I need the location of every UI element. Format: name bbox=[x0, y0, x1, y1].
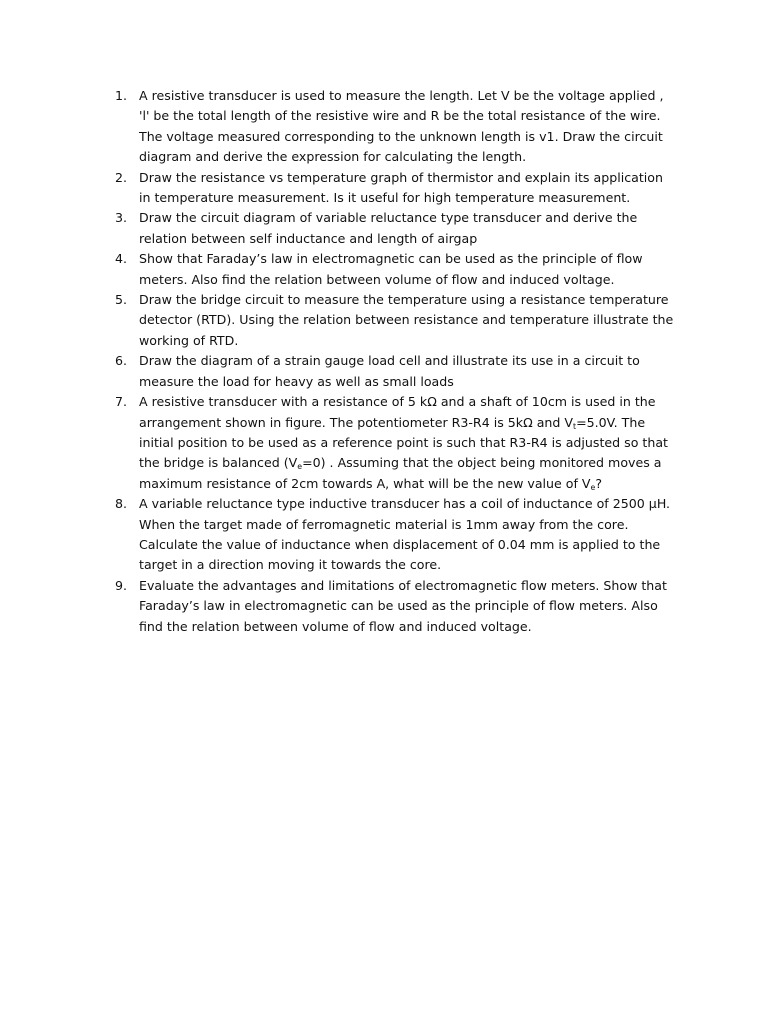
question-number: 2. bbox=[115, 169, 128, 185]
question-text-run: Show that Faraday’s law in electromagnetic can be used as the principle of flow meters. Also find the relation between volume of flow and induced voltage. bbox=[139, 251, 643, 287]
question-text-run: Draw the circuit diagram of variable reluctance type transducer and derive the relation between self inductance and length of airgap bbox=[139, 210, 638, 246]
question-item bbox=[110, 208, 676, 249]
question-number: 8. bbox=[115, 496, 128, 512]
question-text-run: =0) . Assuming that the object being monitored moves a maximum resistance of 2cm towards A, what will be the new value of V bbox=[139, 455, 662, 491]
question-text bbox=[139, 392, 676, 494]
question-item bbox=[110, 576, 676, 637]
question-item bbox=[110, 351, 676, 392]
question-text-run: =5.0V. The initial position to be used as a reference point is such that R3-R4 is adjusted so that the bridge is balanced (V bbox=[139, 414, 668, 471]
question-text bbox=[139, 351, 676, 392]
question-item bbox=[110, 392, 676, 494]
question-number: 3. bbox=[115, 210, 128, 226]
subscript: e bbox=[297, 462, 303, 472]
question-text bbox=[139, 290, 676, 351]
subscript: e bbox=[590, 482, 596, 492]
question-text bbox=[139, 249, 676, 290]
question-text-run: A resistive transducer with a resistance of 5 kΩ and a shaft of 10cm is used in the arrangement shown in figure. The potentiometer R3-R4 is 5kΩ and V bbox=[139, 394, 656, 430]
question-text bbox=[139, 208, 676, 249]
question-text bbox=[139, 168, 676, 209]
question-number: 4. bbox=[115, 251, 128, 267]
question-number: 9. bbox=[115, 577, 128, 593]
question-text bbox=[139, 494, 676, 576]
subscript: t bbox=[573, 421, 577, 431]
question-item bbox=[110, 86, 676, 168]
question-text-run: Draw the diagram of a strain gauge load cell and illustrate its use in a circuit to measure the load for heavy as well as small loads bbox=[139, 353, 640, 389]
question-number: 7. bbox=[115, 394, 128, 410]
question-text-run: Evaluate the advantages and limitations of electromagnetic flow meters. Show that Faraday’s law in electromagnetic can be used as the principle of flow meters. Also find the relation between volume of flow and induced voltage. bbox=[139, 577, 667, 634]
question-text-run: Draw the bridge circuit to measure the temperature using a resistance temperature detector (RTD). Using the relation between resistance and temperature illustrate the working of RTD. bbox=[139, 292, 674, 348]
question-number: 6. bbox=[115, 353, 128, 369]
question-number: 1. bbox=[115, 88, 128, 103]
question-text bbox=[139, 576, 676, 637]
question-list bbox=[110, 86, 676, 637]
question-text-run: Draw the resistance vs temperature graph of thermistor and explain its application in temperature measurement. Is it useful for high temperature measurement. bbox=[139, 169, 663, 206]
question-item bbox=[110, 290, 676, 351]
question-item bbox=[110, 249, 676, 290]
question-text-run: ? bbox=[595, 475, 603, 491]
question-text bbox=[139, 86, 676, 168]
question-item bbox=[110, 494, 676, 576]
question-text-run: A variable reluctance type inductive transducer has a coil of inductance of 2500 µH. When the target made of ferromagnetic material is 1mm away from the core. Calculate the value of inductance when displacement of 0.04 mm is applied to the target in a direction moving it towards the core. bbox=[139, 496, 671, 573]
question-number: 5. bbox=[115, 292, 128, 308]
question-text-run: A resistive transducer is used to measure the length. Let V be the voltage applied , 'l' be the total length of the resistive wire and R be the total resistance of the wire. The voltage measured corresponding to the unknown length is v1. Draw the circuit diagram and derive the expression for calculating the length. bbox=[139, 88, 664, 165]
question-item bbox=[110, 168, 676, 209]
